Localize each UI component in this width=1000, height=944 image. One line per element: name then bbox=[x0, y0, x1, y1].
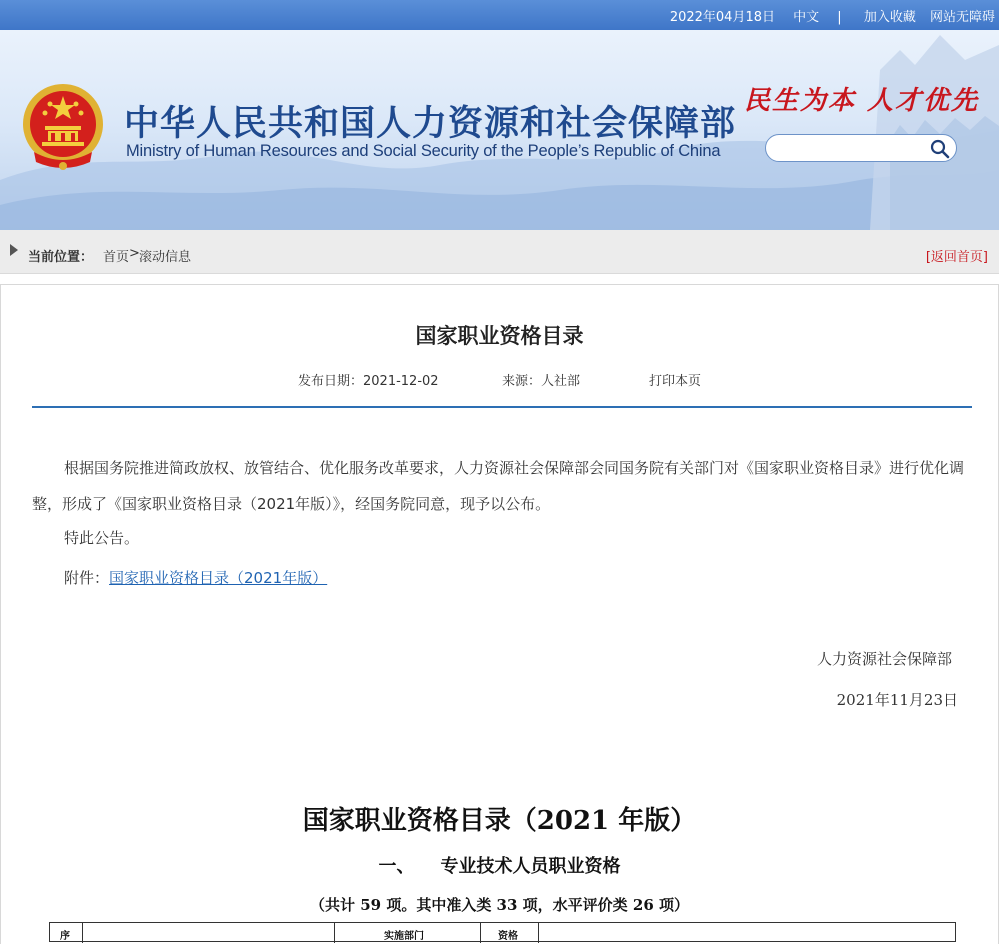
divider: | bbox=[837, 10, 842, 25]
article-frame bbox=[0, 284, 999, 944]
table-column-divider bbox=[538, 923, 539, 943]
site-title-english: Ministry of Human Resources and Social Security of the People’s Republic of China bbox=[126, 142, 721, 160]
article-paragraph: 特此公告。 bbox=[64, 529, 140, 547]
publish-date: 发布日期：2021-12-02 bbox=[298, 374, 439, 389]
site-slogan: 民生为本 人才优先 bbox=[744, 86, 980, 116]
breadcrumb-label: 当前位置： bbox=[28, 250, 94, 265]
breadcrumb bbox=[0, 230, 999, 274]
search-input[interactable] bbox=[776, 138, 926, 158]
current-date: 2022年04月18日 bbox=[669, 10, 775, 25]
accessibility-link[interactable]: 网站无障碍 bbox=[929, 10, 995, 25]
national-emblem-icon bbox=[20, 82, 106, 174]
document-title: 国家职业资格目录（2021 年版） bbox=[302, 806, 697, 836]
top-bar bbox=[0, 0, 999, 30]
breadcrumb-current-link[interactable]: 滚动信息 bbox=[139, 250, 192, 265]
table-column-divider bbox=[334, 923, 335, 943]
table-column-divider bbox=[480, 923, 481, 943]
table-column-divider bbox=[82, 923, 83, 943]
article-source: 来源：人社部 bbox=[502, 374, 581, 389]
section-number: 一、 bbox=[378, 856, 415, 877]
section-name: 专业技术人员职业资格 bbox=[440, 856, 621, 877]
attachment-link[interactable]: 国家职业资格目录（2021年版） bbox=[109, 569, 328, 587]
section-title bbox=[0, 852, 999, 878]
title-divider bbox=[32, 406, 972, 408]
breadcrumb-home-link[interactable]: 首页 bbox=[103, 250, 130, 265]
triangle-right-icon bbox=[10, 244, 18, 256]
top-links bbox=[670, 6, 995, 25]
table-header-cell: 资格 bbox=[498, 931, 518, 942]
article-paragraph: 根据国务院推进简政放权、放管结合、优化服务改革要求，人力资源社会保障部会同国务院有关部门对《国家职业资格目录》进行优化调整，形成了《国家职业资格目录（2021年版）》，经国务院同意，现予以公布。 bbox=[32, 459, 965, 513]
site-title-chinese: 中华人民共和国人力资源和社会保障部 bbox=[124, 104, 737, 144]
back-home-link[interactable]: [返回首页] bbox=[925, 250, 988, 265]
attachment-label: 附件： bbox=[64, 569, 110, 587]
search-icon[interactable] bbox=[930, 139, 950, 159]
language-link[interactable]: 中文 bbox=[793, 10, 820, 25]
attachment-line bbox=[64, 560, 1000, 596]
breadcrumb-separator: > bbox=[129, 246, 140, 261]
table-header-cell: 实施部门 bbox=[384, 931, 424, 942]
search-box bbox=[765, 134, 957, 162]
article-title: 国家职业资格目录 bbox=[415, 324, 584, 348]
signature-date: 2021年11月23日 bbox=[836, 691, 958, 709]
table-header-cell: 序 bbox=[60, 931, 70, 942]
qualification-table bbox=[49, 922, 956, 942]
signature: 人力资源社会保障部 bbox=[816, 650, 952, 668]
site-banner bbox=[0, 30, 999, 230]
print-page-link[interactable]: 打印本页 bbox=[649, 374, 702, 389]
add-favorite-link[interactable]: 加入收藏 bbox=[863, 10, 916, 25]
section-note: （共计 59 项。其中准入类 33 项，水平评价类 26 项） bbox=[310, 896, 689, 914]
